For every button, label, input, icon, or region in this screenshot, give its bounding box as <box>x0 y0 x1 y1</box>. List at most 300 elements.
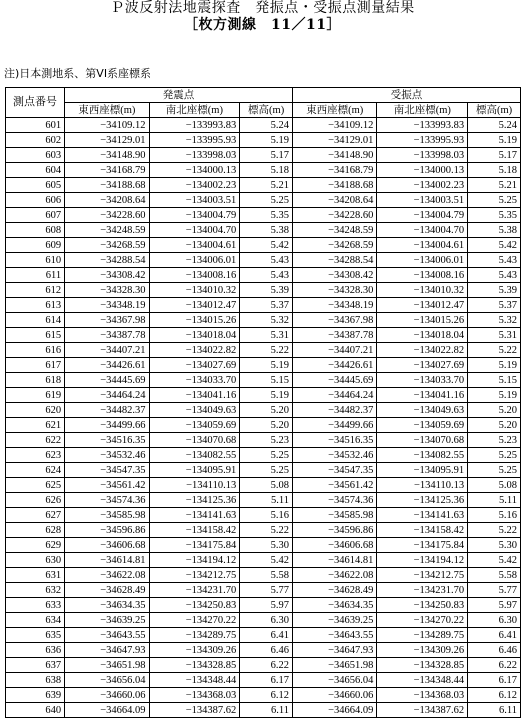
source-elev-cell: 5.08 <box>240 478 293 493</box>
receiver-elev-cell: 5.21 <box>468 178 521 193</box>
source-elev-cell: 5.21 <box>240 178 293 193</box>
receiver-ew-cell: −34547.35 <box>293 463 377 478</box>
table-row <box>6 508 521 523</box>
receiver-ew-cell: −34482.37 <box>293 403 377 418</box>
source-elev-cell: 5.16 <box>240 508 293 523</box>
receiver-ew-cell: −34585.98 <box>293 508 377 523</box>
receiver-elev-cell: 5.77 <box>468 583 521 598</box>
receiver-elev-cell: 5.42 <box>468 553 521 568</box>
source-elev-cell: 5.24 <box>240 118 293 133</box>
receiver-ns-cell: −133993.83 <box>377 118 468 133</box>
source-ew-cell: −34634.35 <box>65 598 149 613</box>
receiver-elev-cell: 5.16 <box>468 508 521 523</box>
receiver-ew-cell: −34445.69 <box>293 373 377 388</box>
point-number-cell: 602 <box>6 133 65 148</box>
receiver-ew-cell: −34367.98 <box>293 313 377 328</box>
source-ns-cell: −134368.03 <box>149 688 240 703</box>
point-number-cell: 620 <box>6 403 65 418</box>
receiver-ns-cell: −134049.63 <box>377 403 468 418</box>
source-ew-cell: −34426.61 <box>65 358 149 373</box>
source-ns-cell: −134194.12 <box>149 553 240 568</box>
source-ew-cell: −34445.69 <box>65 373 149 388</box>
source-ns-cell: −134070.68 <box>149 433 240 448</box>
coordinate-system-note: 注)日本測地系、第VI系座標系 <box>4 67 152 80</box>
source-ew-cell: −34647.93 <box>65 643 149 658</box>
source-ew-cell: −34228.60 <box>65 208 149 223</box>
table-row <box>6 628 521 643</box>
source-elev-cell: 5.30 <box>240 538 293 553</box>
receiver-elev-cell: 5.22 <box>468 343 521 358</box>
table-row <box>6 313 521 328</box>
point-number-cell: 607 <box>6 208 65 223</box>
receiver-elev-cell: 5.30 <box>468 538 521 553</box>
receiver-elev-cell: 5.42 <box>468 238 521 253</box>
source-elev-cell: 5.31 <box>240 328 293 343</box>
source-elev-cell: 5.97 <box>240 598 293 613</box>
receiver-ew-cell: −34651.98 <box>293 658 377 673</box>
table-row <box>6 403 521 418</box>
source-ew-cell: −34664.09 <box>65 703 149 718</box>
receiver-ew-cell: −34532.46 <box>293 448 377 463</box>
receiver-ns-cell: −133998.03 <box>377 148 468 163</box>
source-ew-cell: −34148.90 <box>65 148 149 163</box>
source-ew-cell: −34208.64 <box>65 193 149 208</box>
source-ew-header: 東西座標(m) <box>65 103 149 118</box>
point-number-cell: 622 <box>6 433 65 448</box>
source-elev-cell: 5.19 <box>240 358 293 373</box>
receiver-ew-cell: −34288.54 <box>293 253 377 268</box>
receiver-ns-cell: −134175.84 <box>377 538 468 553</box>
source-ns-cell: −134049.63 <box>149 403 240 418</box>
receiver-ns-cell: −134328.85 <box>377 658 468 673</box>
source-ew-cell: −34622.08 <box>65 568 149 583</box>
receiver-ew-cell: −34499.66 <box>293 418 377 433</box>
source-ns-cell: −134018.04 <box>149 328 240 343</box>
source-elev-cell: 5.35 <box>240 208 293 223</box>
table-row <box>6 523 521 538</box>
document-subtitle: ［枚方測線 11／11］ <box>184 17 341 33</box>
receiver-ew-cell: −34596.86 <box>293 523 377 538</box>
table-row <box>6 643 521 658</box>
source-group-header: 発震点 <box>65 88 293 103</box>
source-ns-cell: −134003.51 <box>149 193 240 208</box>
source-ew-cell: −34464.24 <box>65 388 149 403</box>
source-ew-cell: −34328.30 <box>65 283 149 298</box>
source-elev-cell: 5.22 <box>240 343 293 358</box>
source-ew-cell: −34308.42 <box>65 268 149 283</box>
receiver-ew-cell: −34664.09 <box>293 703 377 718</box>
receiver-ew-cell: −34426.61 <box>293 358 377 373</box>
receiver-elev-cell: 5.18 <box>468 163 521 178</box>
receiver-ns-cell: −134194.12 <box>377 553 468 568</box>
receiver-ew-cell: −34561.42 <box>293 478 377 493</box>
source-elev-cell: 5.11 <box>240 493 293 508</box>
point-number-cell: 627 <box>6 508 65 523</box>
table-row <box>6 688 521 703</box>
point-number-cell: 609 <box>6 238 65 253</box>
receiver-elev-cell: 5.19 <box>468 133 521 148</box>
source-ns-cell: −134125.36 <box>149 493 240 508</box>
receiver-ew-cell: −34328.30 <box>293 283 377 298</box>
table-row <box>6 178 521 193</box>
receiver-ew-cell: −34660.06 <box>293 688 377 703</box>
receiver-elev-cell: 6.22 <box>468 658 521 673</box>
source-elev-cell: 5.32 <box>240 313 293 328</box>
source-elev-cell: 5.43 <box>240 268 293 283</box>
receiver-elev-cell: 5.20 <box>468 418 521 433</box>
receiver-elev-cell: 5.15 <box>468 373 521 388</box>
source-elev-cell: 5.25 <box>240 193 293 208</box>
point-number-cell: 637 <box>6 658 65 673</box>
receiver-ns-cell: −134250.83 <box>377 598 468 613</box>
receiver-ns-cell: −134000.13 <box>377 163 468 178</box>
receiver-elev-cell: 5.31 <box>468 328 521 343</box>
source-elev-cell: 5.17 <box>240 148 293 163</box>
receiver-ns-cell: −134010.32 <box>377 283 468 298</box>
receiver-ew-cell: −34348.19 <box>293 298 377 313</box>
receiver-ns-cell: −134348.44 <box>377 673 468 688</box>
table-row <box>6 553 521 568</box>
source-ew-cell: −34596.86 <box>65 523 149 538</box>
table-row <box>6 433 521 448</box>
receiver-ew-header: 東西座標(m) <box>293 103 377 118</box>
source-ns-cell: −134095.91 <box>149 463 240 478</box>
receiver-ew-cell: −34188.68 <box>293 178 377 193</box>
receiver-ew-cell: −34464.24 <box>293 388 377 403</box>
source-ns-header: 南北座標(m) <box>149 103 240 118</box>
table-row <box>6 223 521 238</box>
source-elev-cell: 5.19 <box>240 133 293 148</box>
table-row <box>6 328 521 343</box>
receiver-ew-cell: −34208.64 <box>293 193 377 208</box>
source-ew-cell: −34109.12 <box>65 118 149 133</box>
receiver-elev-cell: 5.24 <box>468 118 521 133</box>
source-elev-cell: 5.22 <box>240 523 293 538</box>
receiver-elev-cell: 5.19 <box>468 388 521 403</box>
receiver-elev-cell: 5.20 <box>468 403 521 418</box>
source-ns-cell: −134000.13 <box>149 163 240 178</box>
source-ns-cell: −134008.16 <box>149 268 240 283</box>
receiver-ns-cell: −134041.16 <box>377 388 468 403</box>
table-row <box>6 358 521 373</box>
receiver-ew-cell: −34622.08 <box>293 568 377 583</box>
table-row <box>6 658 521 673</box>
table-row <box>6 463 521 478</box>
source-ew-cell: −34639.25 <box>65 613 149 628</box>
table-row <box>6 133 521 148</box>
source-ew-cell: −34585.98 <box>65 508 149 523</box>
receiver-ew-cell: −34168.79 <box>293 163 377 178</box>
receiver-elev-cell: 6.30 <box>468 613 521 628</box>
table-row <box>6 193 521 208</box>
survey-table <box>5 87 521 718</box>
receiver-ns-cell: −134002.23 <box>377 178 468 193</box>
table-row <box>6 163 521 178</box>
source-elev-cell: 5.58 <box>240 568 293 583</box>
source-ns-cell: −134328.85 <box>149 658 240 673</box>
source-ew-cell: −34628.49 <box>65 583 149 598</box>
source-ns-cell: −134231.70 <box>149 583 240 598</box>
receiver-ns-cell: −134004.61 <box>377 238 468 253</box>
receiver-ew-cell: −34628.49 <box>293 583 377 598</box>
receiver-elev-cell: 5.35 <box>468 208 521 223</box>
table-row <box>6 583 521 598</box>
point-number-cell: 638 <box>6 673 65 688</box>
source-ns-cell: −133995.93 <box>149 133 240 148</box>
source-elev-cell: 5.23 <box>240 433 293 448</box>
source-ew-cell: −34248.59 <box>65 223 149 238</box>
source-ns-cell: −134004.79 <box>149 208 240 223</box>
survey-table-body <box>6 118 521 718</box>
source-ns-cell: −134015.26 <box>149 313 240 328</box>
source-ew-cell: −34660.06 <box>65 688 149 703</box>
source-ns-cell: −134348.44 <box>149 673 240 688</box>
source-elev-cell: 6.41 <box>240 628 293 643</box>
table-row <box>6 388 521 403</box>
source-ns-cell: −134027.69 <box>149 358 240 373</box>
table-row <box>6 208 521 223</box>
source-elev-cell: 5.20 <box>240 403 293 418</box>
source-ew-cell: −34367.98 <box>65 313 149 328</box>
source-ns-cell: −134141.63 <box>149 508 240 523</box>
source-ew-cell: −34387.78 <box>65 328 149 343</box>
source-ew-cell: −34499.66 <box>65 418 149 433</box>
receiver-elev-header: 標高(m) <box>468 103 521 118</box>
point-number-cell: 629 <box>6 538 65 553</box>
receiver-ns-cell: −134387.62 <box>377 703 468 718</box>
receiver-ew-cell: −34248.59 <box>293 223 377 238</box>
source-ew-cell: −34547.35 <box>65 463 149 478</box>
receiver-ns-cell: −134033.70 <box>377 373 468 388</box>
receiver-elev-cell: 5.11 <box>468 493 521 508</box>
receiver-ew-cell: −34148.90 <box>293 148 377 163</box>
point-number-cell: 632 <box>6 583 65 598</box>
receiver-elev-cell: 5.32 <box>468 313 521 328</box>
receiver-elev-cell: 5.17 <box>468 148 521 163</box>
source-ns-cell: −134041.16 <box>149 388 240 403</box>
point-number-cell: 636 <box>6 643 65 658</box>
receiver-ns-cell: −134125.36 <box>377 493 468 508</box>
point-number-cell: 639 <box>6 688 65 703</box>
receiver-ns-cell: −134309.26 <box>377 643 468 658</box>
point-number-cell: 613 <box>6 298 65 313</box>
point-number-cell: 619 <box>6 388 65 403</box>
source-elev-cell: 5.20 <box>240 418 293 433</box>
table-row <box>6 298 521 313</box>
receiver-ns-cell: −134015.26 <box>377 313 468 328</box>
point-number-cell: 628 <box>6 523 65 538</box>
receiver-group-header: 受振点 <box>293 88 521 103</box>
receiver-ns-cell: −134368.03 <box>377 688 468 703</box>
receiver-ns-cell: −134006.01 <box>377 253 468 268</box>
source-ns-cell: −134002.23 <box>149 178 240 193</box>
source-ew-cell: −34168.79 <box>65 163 149 178</box>
source-ew-cell: −34651.98 <box>65 658 149 673</box>
source-ns-cell: −134022.82 <box>149 343 240 358</box>
source-elev-cell: 5.42 <box>240 238 293 253</box>
source-elev-cell: 6.11 <box>240 703 293 718</box>
source-ew-cell: −34268.59 <box>65 238 149 253</box>
point-number-cell: 640 <box>6 703 65 718</box>
receiver-ns-cell: −134158.42 <box>377 523 468 538</box>
source-ns-cell: −134006.01 <box>149 253 240 268</box>
receiver-ns-cell: −134141.63 <box>377 508 468 523</box>
receiver-elev-cell: 5.97 <box>468 598 521 613</box>
point-number-cell: 626 <box>6 493 65 508</box>
receiver-ns-cell: −134212.75 <box>377 568 468 583</box>
table-row <box>6 148 521 163</box>
source-ew-cell: −34407.21 <box>65 343 149 358</box>
source-elev-cell: 5.18 <box>240 163 293 178</box>
receiver-elev-cell: 5.43 <box>468 268 521 283</box>
source-ew-cell: −34129.01 <box>65 133 149 148</box>
point-number-cell: 610 <box>6 253 65 268</box>
point-number-cell: 615 <box>6 328 65 343</box>
point-number-header: 測点番号 <box>6 88 65 118</box>
receiver-ew-cell: −34109.12 <box>293 118 377 133</box>
point-number-cell: 624 <box>6 463 65 478</box>
receiver-ns-cell: −134022.82 <box>377 343 468 358</box>
point-number-cell: 614 <box>6 313 65 328</box>
point-number-cell: 623 <box>6 448 65 463</box>
source-ew-cell: −34482.37 <box>65 403 149 418</box>
source-ew-cell: −34643.55 <box>65 628 149 643</box>
source-ns-cell: −134270.22 <box>149 613 240 628</box>
source-ew-cell: −34614.81 <box>65 553 149 568</box>
table-row <box>6 613 521 628</box>
table-row <box>6 118 521 133</box>
table-row <box>6 673 521 688</box>
point-number-cell: 605 <box>6 178 65 193</box>
table-row <box>6 703 521 718</box>
receiver-ew-cell: −34516.35 <box>293 433 377 448</box>
receiver-ns-cell: −134027.69 <box>377 358 468 373</box>
table-row <box>6 283 521 298</box>
table-row <box>6 478 521 493</box>
source-ew-cell: −34532.46 <box>65 448 149 463</box>
receiver-ns-cell: −134082.55 <box>377 448 468 463</box>
receiver-ew-cell: −34606.68 <box>293 538 377 553</box>
receiver-ew-cell: −34656.04 <box>293 673 377 688</box>
source-ns-cell: −134012.47 <box>149 298 240 313</box>
receiver-ns-cell: −134003.51 <box>377 193 468 208</box>
source-ns-cell: −134004.61 <box>149 238 240 253</box>
source-elev-cell: 6.12 <box>240 688 293 703</box>
table-row <box>6 418 521 433</box>
source-elev-cell: 6.22 <box>240 658 293 673</box>
source-elev-cell: 5.19 <box>240 388 293 403</box>
source-elev-cell: 5.15 <box>240 373 293 388</box>
point-number-cell: 612 <box>6 283 65 298</box>
point-number-cell: 611 <box>6 268 65 283</box>
document-title: Ｐ波反射法地震探査 発振点・受振点測量結果 <box>110 0 415 16</box>
receiver-ew-cell: −34129.01 <box>293 133 377 148</box>
point-number-cell: 631 <box>6 568 65 583</box>
point-number-cell: 616 <box>6 343 65 358</box>
source-elev-cell: 5.43 <box>240 253 293 268</box>
table-row <box>6 253 521 268</box>
point-number-cell: 601 <box>6 118 65 133</box>
source-ew-cell: −34188.68 <box>65 178 149 193</box>
source-elev-cell: 5.25 <box>240 463 293 478</box>
receiver-ew-cell: −34228.60 <box>293 208 377 223</box>
receiver-elev-cell: 6.41 <box>468 628 521 643</box>
receiver-elev-cell: 5.58 <box>468 568 521 583</box>
receiver-elev-cell: 5.38 <box>468 223 521 238</box>
source-elev-cell: 6.46 <box>240 643 293 658</box>
receiver-elev-cell: 5.22 <box>468 523 521 538</box>
source-ew-cell: −34561.42 <box>65 478 149 493</box>
source-ew-cell: −34348.19 <box>65 298 149 313</box>
point-number-cell: 617 <box>6 358 65 373</box>
source-ns-cell: −134289.75 <box>149 628 240 643</box>
source-elev-cell: 5.77 <box>240 583 293 598</box>
table-row <box>6 268 521 283</box>
point-number-cell: 606 <box>6 193 65 208</box>
receiver-ns-cell: −134110.13 <box>377 478 468 493</box>
source-ew-cell: −34656.04 <box>65 673 149 688</box>
receiver-elev-cell: 5.08 <box>468 478 521 493</box>
source-elev-cell: 6.17 <box>240 673 293 688</box>
source-ns-cell: −134004.70 <box>149 223 240 238</box>
receiver-elev-cell: 6.12 <box>468 688 521 703</box>
receiver-elev-cell: 5.43 <box>468 253 521 268</box>
receiver-ew-cell: −34387.78 <box>293 328 377 343</box>
point-number-cell: 608 <box>6 223 65 238</box>
source-ew-cell: −34516.35 <box>65 433 149 448</box>
source-ew-cell: −34606.68 <box>65 538 149 553</box>
receiver-ew-cell: −34407.21 <box>293 343 377 358</box>
table-row <box>6 238 521 253</box>
receiver-ns-cell: −134012.47 <box>377 298 468 313</box>
table-row <box>6 598 521 613</box>
receiver-elev-cell: 5.23 <box>468 433 521 448</box>
source-ns-cell: −134212.75 <box>149 568 240 583</box>
receiver-elev-cell: 5.19 <box>468 358 521 373</box>
source-elev-cell: 5.25 <box>240 448 293 463</box>
receiver-ns-cell: −134008.16 <box>377 268 468 283</box>
point-number-cell: 635 <box>6 628 65 643</box>
point-number-cell: 630 <box>6 553 65 568</box>
receiver-ns-cell: −134004.79 <box>377 208 468 223</box>
source-ns-cell: −134250.83 <box>149 598 240 613</box>
receiver-ew-cell: −34639.25 <box>293 613 377 628</box>
receiver-ns-cell: −134004.70 <box>377 223 468 238</box>
receiver-elev-cell: 6.46 <box>468 643 521 658</box>
source-ns-cell: −134010.32 <box>149 283 240 298</box>
table-row <box>6 538 521 553</box>
source-ns-cell: −134309.26 <box>149 643 240 658</box>
receiver-ns-cell: −134059.69 <box>377 418 468 433</box>
point-number-cell: 633 <box>6 598 65 613</box>
receiver-ew-cell: −34614.81 <box>293 553 377 568</box>
receiver-elev-cell: 5.25 <box>468 448 521 463</box>
table-row <box>6 373 521 388</box>
source-ew-cell: −34288.54 <box>65 253 149 268</box>
point-number-cell: 603 <box>6 148 65 163</box>
receiver-ns-cell: −134018.04 <box>377 328 468 343</box>
source-elev-cell: 5.38 <box>240 223 293 238</box>
receiver-ew-cell: −34634.35 <box>293 598 377 613</box>
source-ns-cell: −134387.62 <box>149 703 240 718</box>
point-number-cell: 621 <box>6 418 65 433</box>
point-number-cell: 604 <box>6 163 65 178</box>
point-number-cell: 634 <box>6 613 65 628</box>
source-ew-cell: −34574.36 <box>65 493 149 508</box>
receiver-ns-cell: −133995.93 <box>377 133 468 148</box>
source-elev-cell: 6.30 <box>240 613 293 628</box>
receiver-ns-cell: −134270.22 <box>377 613 468 628</box>
